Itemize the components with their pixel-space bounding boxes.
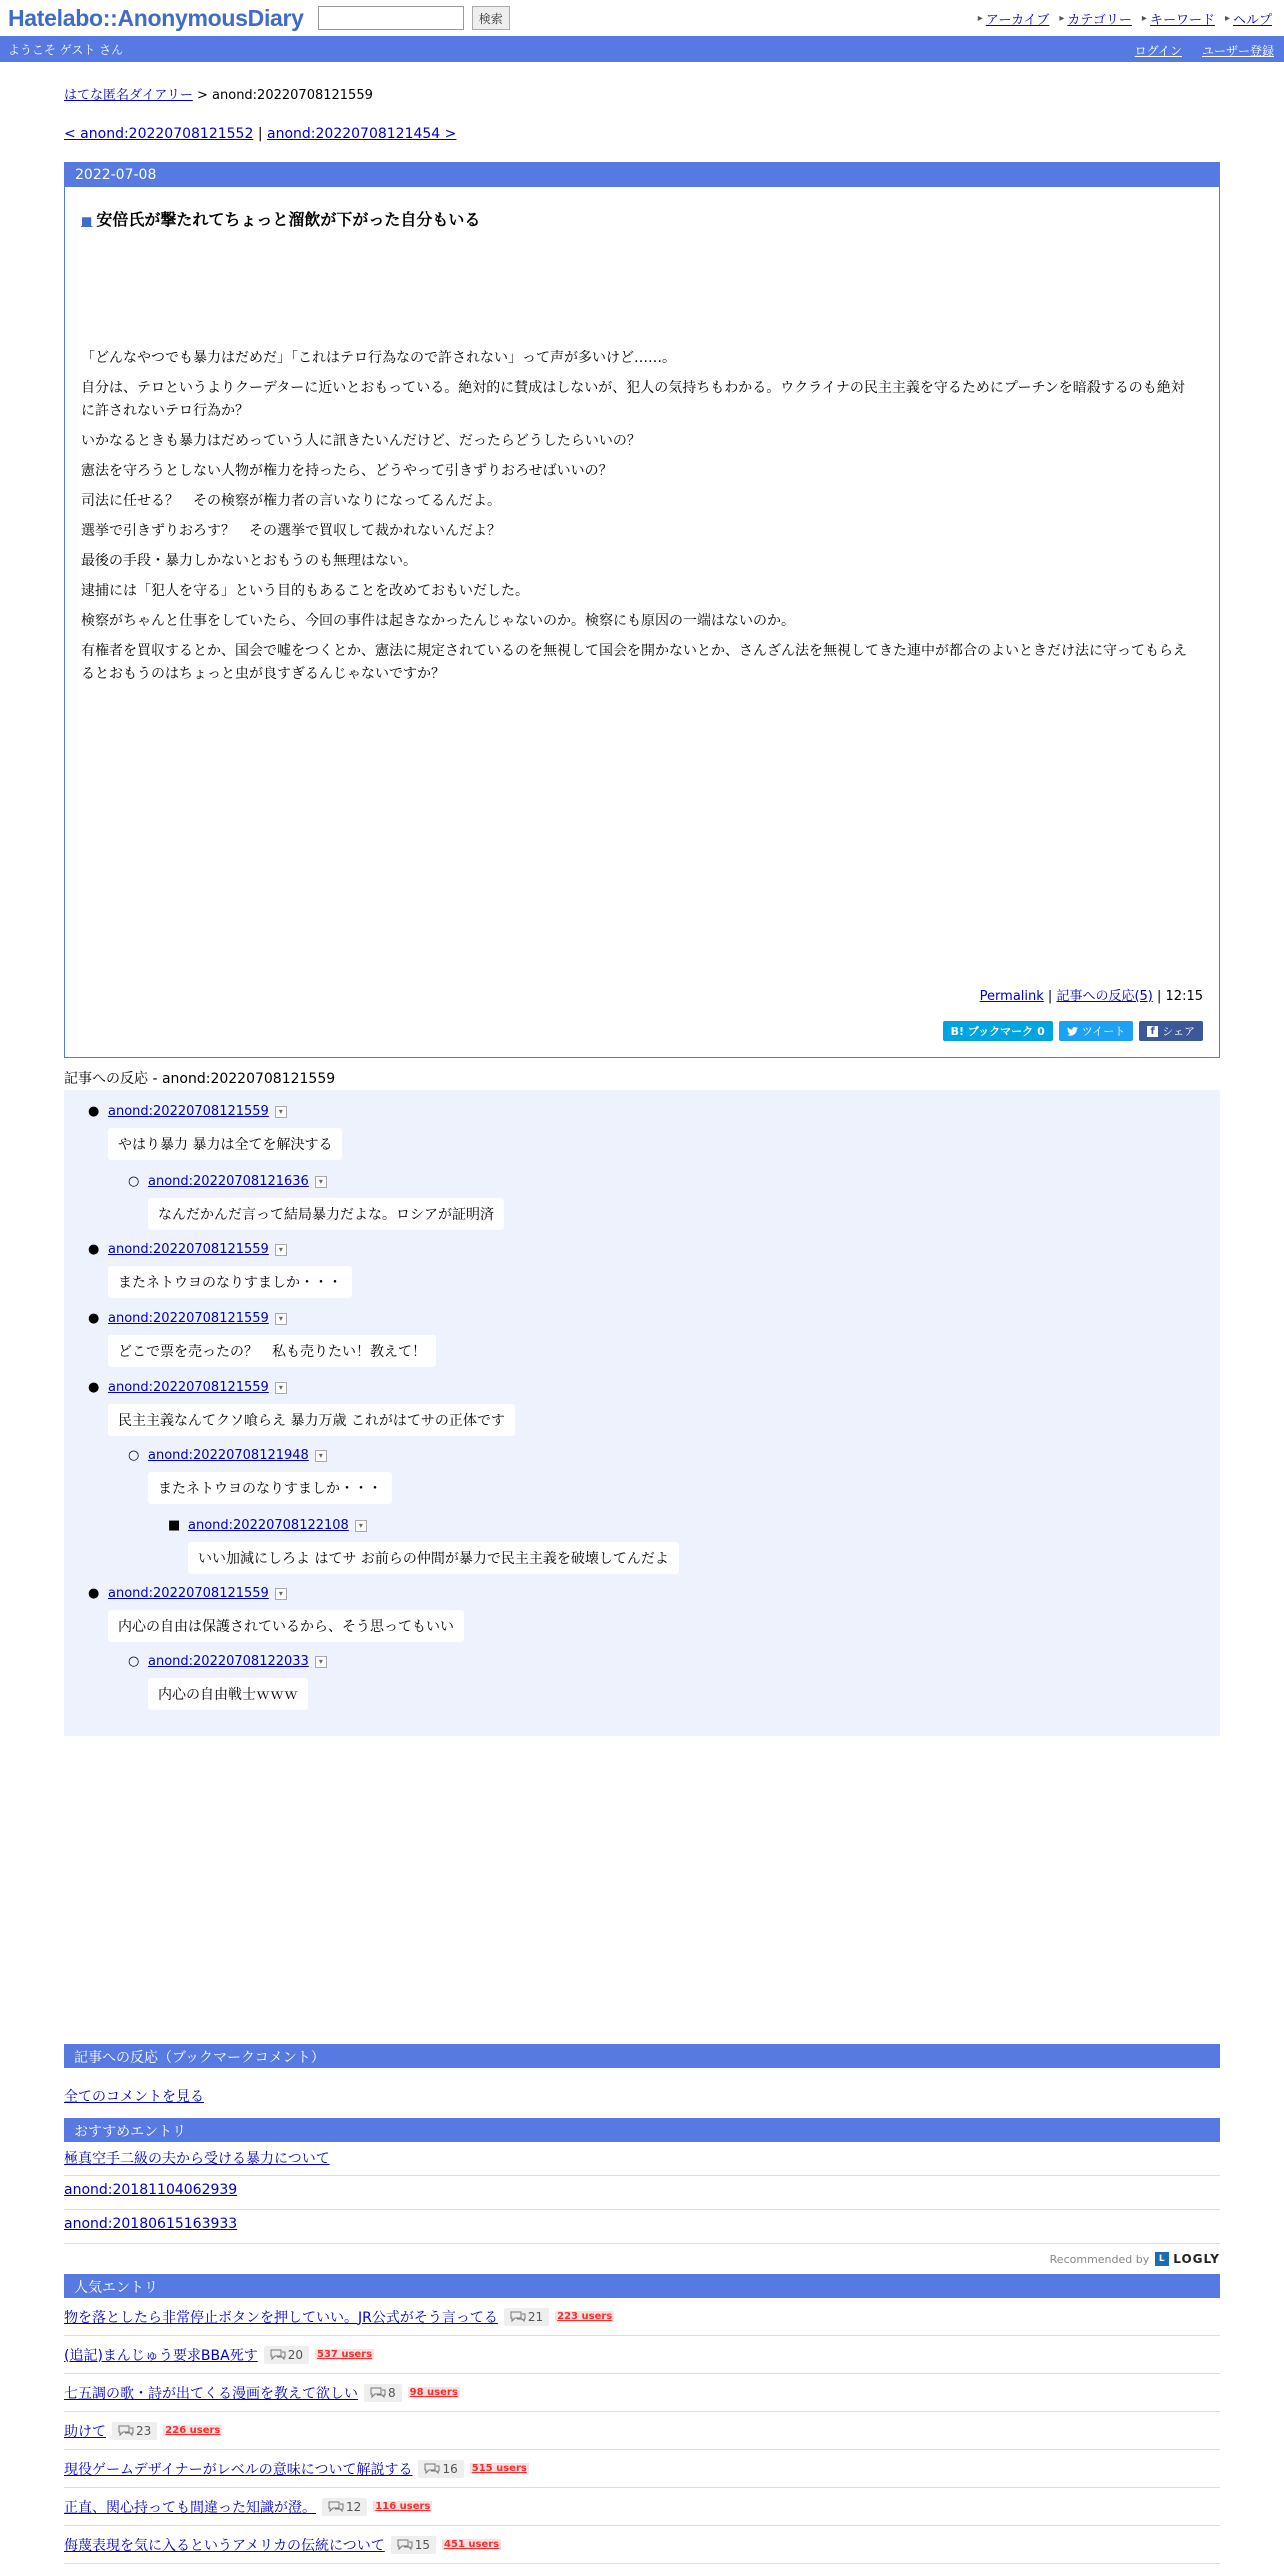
nav-archive[interactable] xyxy=(978,9,1050,28)
speech-bubble-icon xyxy=(270,2349,286,2361)
recommended-by-label: Recommended by xyxy=(1049,2252,1150,2266)
comment-count[interactable] xyxy=(322,2498,367,2516)
entry-title xyxy=(81,207,480,230)
entry-date: 2022-07-08 xyxy=(65,163,1219,187)
bullet-disc: ● xyxy=(88,1586,100,1601)
speech-bubble-icon xyxy=(397,2539,413,2551)
logly-brand: LOGLY xyxy=(1173,2252,1220,2266)
entry-paragraph: 逮捕には「犯人を守る」という目的もあることを改めておもいだした。 xyxy=(81,583,529,599)
reaction-item xyxy=(128,1174,327,1189)
popular-link[interactable]: 侮蔑表現を気に入るというアメリカの伝統について xyxy=(64,2537,385,2554)
entry-title-text: 安倍氏が撃たれてちょっと溜飲が下がった自分もいる xyxy=(96,210,481,229)
reaction-text: 内心の自由は保護されているから、そう思ってもいい xyxy=(108,1610,464,1642)
comment-count-value: 21 xyxy=(527,2309,544,2324)
hatena-bookmark-button[interactable] xyxy=(943,1021,1053,1041)
popular-link[interactable]: 七五調の歌・詩が出てくる漫画を教えて欲しい xyxy=(64,2385,358,2402)
reactions-link[interactable]: 記事への反応(5) xyxy=(1056,989,1153,1004)
users-count[interactable]: 223 users xyxy=(557,2311,613,2322)
reaction-item xyxy=(128,1448,327,1463)
popular-link[interactable]: 現役ゲームデザイナーがレベルの意味について解説する xyxy=(64,2461,413,2478)
reaction-link[interactable]: anond:20220708122033 xyxy=(148,1654,309,1669)
reaction-text: 内心の自由戦士ｗｗｗ xyxy=(148,1678,308,1710)
top-header xyxy=(0,0,1284,36)
chevron-down-icon[interactable]: ▾ xyxy=(275,1244,287,1256)
comment-count-value: 23 xyxy=(136,2423,152,2438)
popular-link[interactable]: 助けて xyxy=(64,2423,106,2440)
comment-count[interactable] xyxy=(391,2536,436,2554)
hatena-bookmark-count: 0 xyxy=(1037,1024,1045,1038)
reaction-text: どこで票を売ったの？ 私も売りたい！教えて！ xyxy=(108,1335,436,1367)
chevron-down-icon[interactable]: ▾ xyxy=(315,1176,327,1188)
comment-count[interactable] xyxy=(112,2422,157,2440)
reaction-text: いい加減にしろよ はてサ お前らの仲間が暴力で民主主義を破壊してんだよ xyxy=(188,1542,679,1574)
entry-paragraph: 司法に任せる？ その検察が権力者の言いなりになってるんだよ。 xyxy=(81,493,501,509)
comment-count-value: 12 xyxy=(346,2499,362,2514)
tweet-button[interactable] xyxy=(1059,1021,1133,1041)
entry-paragraph: 選挙で引きずりおろす？ その選挙で買収して裁かれないんだよ？ xyxy=(81,523,501,539)
reaction-item xyxy=(88,1311,287,1326)
prev-entry-link[interactable]: < anond:20220708121552 xyxy=(64,126,254,142)
reaction-link[interactable]: anond:20220708121559 xyxy=(108,1242,269,1257)
popular-link[interactable]: 正直、関心持っても間違った知識が澄。 xyxy=(64,2499,316,2516)
comment-count[interactable] xyxy=(418,2460,463,2478)
facebook-share-label: シェア xyxy=(1162,1025,1195,1038)
logly-mark-icon: L xyxy=(1155,2252,1169,2266)
reactions-tree xyxy=(64,1090,1220,1736)
recommended-item xyxy=(64,2210,1220,2244)
chevron-down-icon[interactable]: ▾ xyxy=(275,1313,287,1325)
facebook-share-button[interactable] xyxy=(1139,1021,1203,1041)
recommended-item xyxy=(64,2142,1220,2176)
entry-pager xyxy=(64,126,456,142)
pager-separator: | xyxy=(257,126,263,142)
reaction-text: 民主主義なんてクソ喰らえ 暴力万歳 これがはてサの正体です xyxy=(108,1404,515,1436)
reaction-link[interactable]: anond:20220708121559 xyxy=(108,1586,269,1601)
users-count[interactable]: 515 users xyxy=(471,2463,527,2474)
popular-heading: 人気エントリ xyxy=(64,2274,1220,2298)
entry-paragraph: 有権者を買収するとか、国会で嘘をつくとか、憲法に規定されているのを無視して国会を開かないとか、さんざん法を無視してきた連中が都合のよいときだけ法に守ってもらえるとおもうのはちょっと虫が良すぎるんじゃないですか？ xyxy=(81,643,1187,682)
tweet-label: ツイート xyxy=(1081,1025,1126,1038)
welcome-bar xyxy=(0,36,1284,62)
users-count[interactable]: 116 users xyxy=(375,2501,431,2512)
entry-footer: Permalink | 記事への反応(5) | 12:15 xyxy=(979,989,1203,1004)
reaction-link[interactable]: anond:20220708121636 xyxy=(148,1174,309,1189)
search-button[interactable]: 検索 xyxy=(472,6,510,30)
popular-link[interactable]: (追記)まんじゅう要求BBA死す xyxy=(64,2347,258,2364)
signup-link[interactable]: ユーザー登録 xyxy=(1201,44,1274,58)
recommended-link[interactable]: anond:20181104062939 xyxy=(64,2182,238,2198)
reaction-text: またネトウヨのなりすましか・・・ xyxy=(148,1472,392,1504)
breadcrumb-separator: > xyxy=(196,88,208,103)
speech-bubble-icon xyxy=(118,2425,134,2437)
search-input[interactable] xyxy=(318,6,464,30)
entry-paragraph: 自分は、テロというよりクーデターに近いとおもっている。絶対的に賛成はしないが、犯人の気持ちもわかる。ウクライナの民主主義を守るためにプーチンを暗殺するのも絶対に許されないテロ行為か？ xyxy=(81,380,1185,419)
entry-paragraph: 「どんなやつでも暴力はだめだ」「これはテロ行為なので許されない」って声が多いけど……。 xyxy=(81,350,676,366)
comment-count[interactable] xyxy=(264,2346,309,2364)
speech-bubble-icon xyxy=(328,2501,344,2513)
chevron-right-icon: ▸ xyxy=(1059,13,1065,24)
entry-paragraph: 憲法を守ろうとしない人物が権力を持ったら、どうやって引きずりおろせばいいの？ xyxy=(81,463,613,479)
chevron-right-icon: ▸ xyxy=(1224,13,1230,24)
users-count[interactable]: 537 users xyxy=(317,2349,373,2360)
reaction-link[interactable]: anond:20220708122108 xyxy=(188,1518,349,1533)
nav-keyword-link[interactable]: キーワード xyxy=(1149,13,1215,28)
bullet-circle: ○ xyxy=(128,1448,140,1463)
hatena-bookmark-label: B! ブックマーク xyxy=(950,1025,1034,1038)
nav-help[interactable] xyxy=(1225,9,1272,28)
reaction-link[interactable]: anond:20220708121559 xyxy=(108,1380,269,1395)
twitter-bird-icon xyxy=(1067,1027,1078,1036)
comment-count-value: 16 xyxy=(442,2461,458,2476)
reaction-text: やはり暴力 暴力は全てを解決する xyxy=(108,1128,342,1160)
users-count[interactable]: 226 users xyxy=(165,2425,221,2436)
entry-permalink-mark[interactable]: ■ xyxy=(81,214,93,228)
reaction-item xyxy=(88,1380,287,1395)
reactions-heading: 記事への反応 - anond:20220708121559 xyxy=(64,1068,1220,1093)
bullet-disc: ● xyxy=(88,1242,100,1257)
breadcrumb-current: anond:20220708121559 xyxy=(212,88,373,103)
facebook-icon: f xyxy=(1147,1026,1158,1037)
speech-bubble-icon xyxy=(424,2463,440,2475)
top-nav xyxy=(978,9,1272,28)
chevron-down-icon[interactable]: ▾ xyxy=(315,1450,327,1462)
recommended-heading: おすすめエントリ xyxy=(64,2118,1220,2142)
bullet-disc: ● xyxy=(88,1311,100,1326)
nav-archive-link[interactable]: アーカイブ xyxy=(985,13,1050,28)
nav-keyword[interactable] xyxy=(1142,9,1215,28)
recommended-link[interactable]: 極真空手二級の夫から受ける暴力について xyxy=(64,2151,330,2167)
popular-item xyxy=(64,2450,1220,2488)
all-comments-link[interactable]: 全てのコメントを見る xyxy=(64,2089,204,2105)
chevron-down-icon[interactable]: ▾ xyxy=(275,1588,287,1600)
nav-category-link[interactable]: カテゴリー xyxy=(1067,13,1132,28)
share-buttons xyxy=(943,1021,1203,1041)
reaction-item xyxy=(128,1654,327,1669)
entry-time: 12:15 xyxy=(1165,989,1203,1004)
recommended-item xyxy=(64,2176,1220,2210)
entry-paragraph: 検察がちゃんと仕事をしていたら、今回の事件は起きなかったんじゃないのか。検察にも原因の一端はないのか。 xyxy=(81,613,795,629)
reaction-text: またネトウヨのなりすましか・・・ xyxy=(108,1266,352,1298)
comment-count-value: 8 xyxy=(388,2385,396,2400)
comment-count[interactable] xyxy=(504,2308,549,2326)
users-count[interactable]: 451 users xyxy=(444,2539,500,2550)
bullet-circle: ○ xyxy=(128,1174,140,1189)
reaction-link[interactable]: anond:20220708121559 xyxy=(108,1104,269,1119)
chevron-right-icon: ▸ xyxy=(977,13,983,24)
popular-link[interactable]: 物を落としたら非常停止ボタンを押していい。JR公式がそう言ってる xyxy=(64,2309,498,2326)
nav-category[interactable] xyxy=(1059,9,1132,28)
reaction-item xyxy=(168,1518,367,1533)
reaction-link[interactable]: anond:20220708121559 xyxy=(108,1311,269,1326)
recommended-link[interactable]: anond:20180615163933 xyxy=(64,2216,238,2232)
reaction-link[interactable]: anond:20220708121948 xyxy=(148,1448,309,1463)
entry-body xyxy=(81,347,1197,693)
chevron-right-icon: ▸ xyxy=(1141,13,1147,24)
welcome-text: ようこそ ゲスト さん xyxy=(8,42,124,57)
auth-links xyxy=(1135,42,1274,59)
comment-count-value: 15 xyxy=(414,2537,431,2552)
popular-item xyxy=(64,2298,1220,2336)
popular-item xyxy=(64,2488,1220,2526)
bookmark-comments-heading: 記事への反応（ブックマークコメント） xyxy=(64,2044,1220,2068)
reaction-text: なんだかんだ言って結局暴力だよな。ロシアが証明済 xyxy=(148,1198,504,1230)
chevron-down-icon[interactable]: ▾ xyxy=(275,1106,287,1118)
chevron-down-icon[interactable]: ▾ xyxy=(275,1382,287,1394)
reaction-item xyxy=(88,1104,287,1119)
popular-item xyxy=(64,2526,1220,2564)
recommended-by xyxy=(1050,2252,1220,2266)
permalink[interactable]: Permalink xyxy=(979,989,1044,1004)
popular-item xyxy=(64,2336,1220,2374)
nav-help-link[interactable]: ヘルプ xyxy=(1232,13,1272,28)
entry-paragraph: 最後の手段・暴力しかないとおもうのも無理はない。 xyxy=(81,553,417,569)
reaction-item xyxy=(88,1586,287,1601)
comment-count[interactable] xyxy=(364,2384,402,2402)
comment-count-value: 20 xyxy=(287,2347,303,2362)
reaction-item xyxy=(88,1242,287,1257)
chevron-down-icon[interactable]: ▾ xyxy=(355,1520,367,1532)
next-entry-link[interactable]: anond:20220708121454 > xyxy=(267,126,457,142)
bullet-circle: ○ xyxy=(128,1654,140,1669)
breadcrumb xyxy=(64,84,373,103)
entry-paragraph: いかなるときも暴力はだめっていう人に訊きたいんだけど、だったらどうしたらいいの？ xyxy=(81,433,641,449)
login-link[interactable]: ログイン xyxy=(1134,44,1182,58)
speech-bubble-icon xyxy=(370,2387,386,2399)
breadcrumb-home[interactable]: はてな匿名ダイアリー xyxy=(64,88,193,103)
bullet-square: ■ xyxy=(168,1518,181,1533)
users-count[interactable]: 98 users xyxy=(409,2387,458,2398)
chevron-down-icon[interactable]: ▾ xyxy=(315,1656,327,1668)
popular-item xyxy=(64,2374,1220,2412)
speech-bubble-icon xyxy=(510,2311,526,2323)
entry-box xyxy=(64,162,1220,1058)
bullet-disc: ● xyxy=(88,1380,100,1395)
bullet-disc: ● xyxy=(88,1104,100,1119)
logly-logo[interactable] xyxy=(1155,2252,1220,2266)
popular-item xyxy=(64,2412,1220,2450)
site-logo[interactable]: Hatelabo::AnonymousDiary xyxy=(8,4,304,31)
